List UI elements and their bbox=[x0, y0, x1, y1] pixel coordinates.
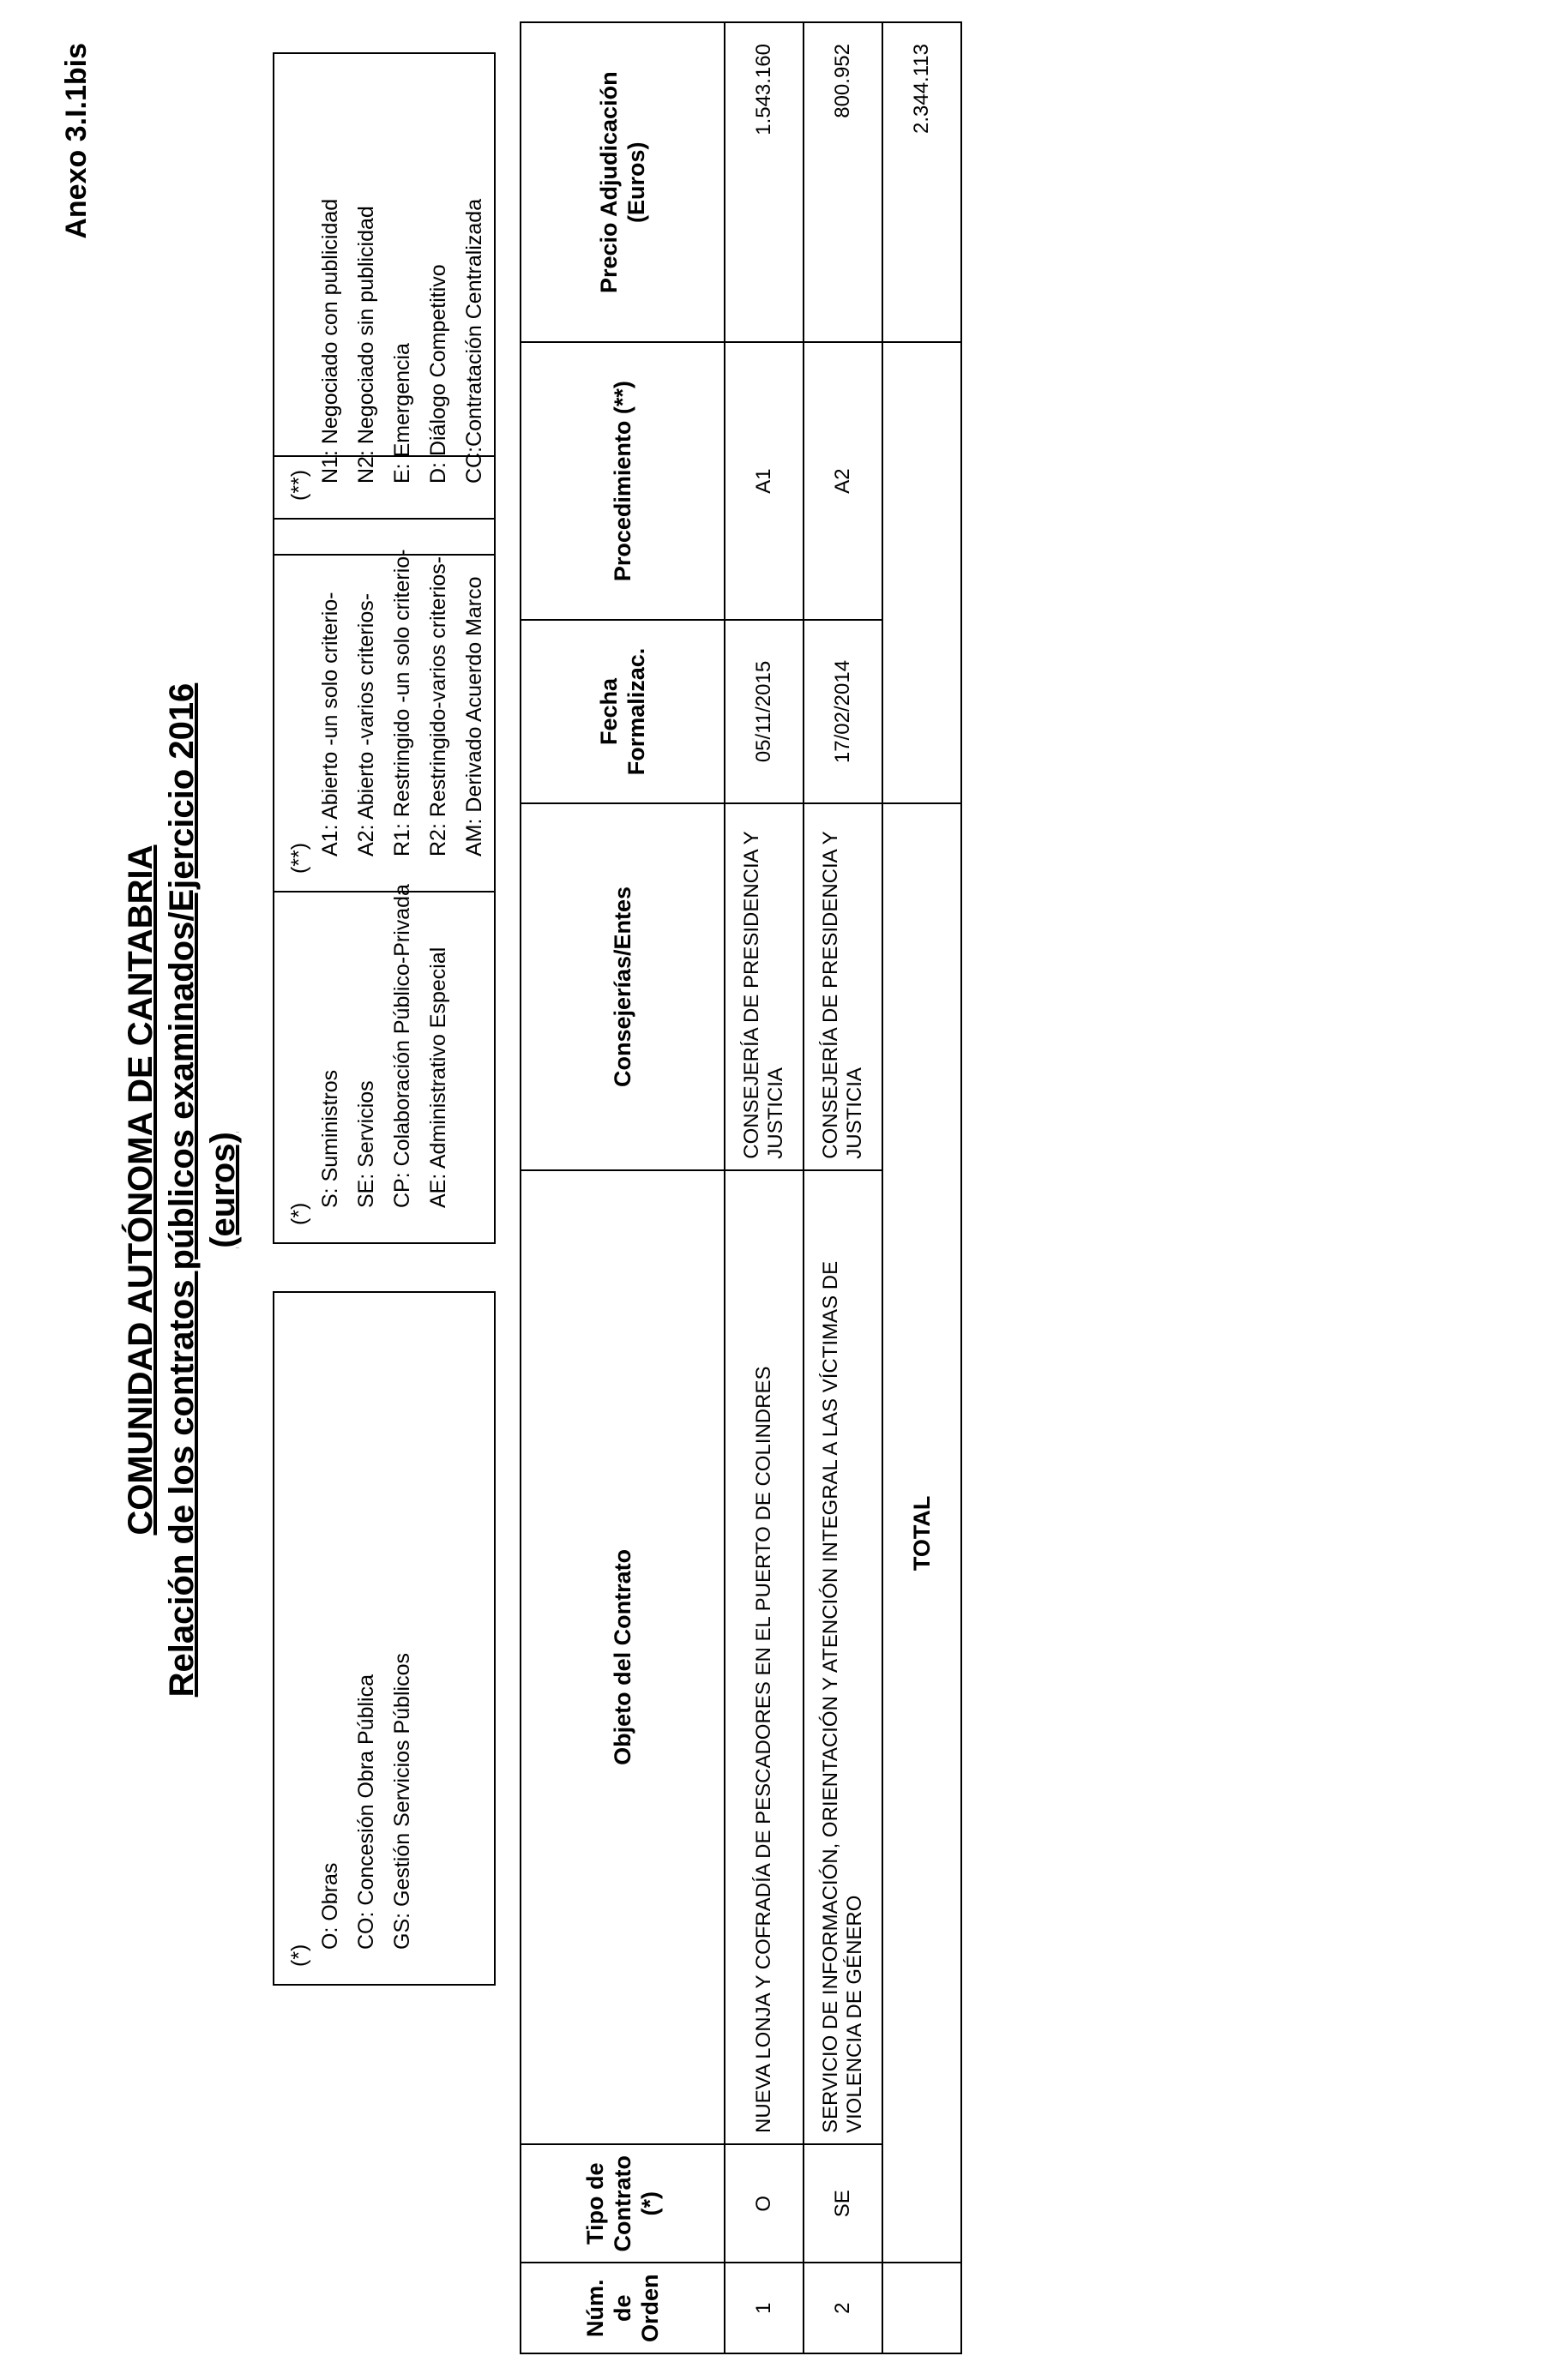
legend-item: N1: Negociado con publicidad bbox=[318, 198, 342, 484]
legend-item: R1: Restringido -un solo criterio- bbox=[390, 549, 414, 856]
header-procedimiento: Procedimiento (**) bbox=[521, 342, 725, 619]
contracts-table bbox=[520, 21, 962, 2354]
legend-item: A2: Abierto -varios criterios- bbox=[354, 592, 378, 856]
total-value: 2.344.113 bbox=[882, 22, 961, 342]
legend-item: SE: Servicios bbox=[354, 1080, 378, 1208]
legend-item: S: Suministros bbox=[318, 1069, 342, 1208]
cell-fecha: 05/11/2015 bbox=[725, 620, 804, 803]
cell-objeto: SERVICIO DE INFORMACIÓN, ORIENTACIÓN Y ATENCIÓN INTEGRAL A LAS VÍCTIMAS DE VIOLENCIA DE GÉNERO bbox=[804, 1170, 882, 2144]
legend-procedures-negotiated bbox=[273, 52, 496, 520]
title-line-1: COMUNIDAD AUTÓNOMA DE CANTABRIA bbox=[122, 844, 160, 1536]
title-block bbox=[120, 0, 244, 2380]
header-fecha: Fecha Formalizac. bbox=[521, 620, 725, 803]
cell-num: 2 bbox=[804, 2263, 882, 2353]
cell-procedimiento: A2 bbox=[804, 342, 882, 619]
cell-precio: 800.952 bbox=[804, 22, 882, 342]
legend-item: E: Emergencia bbox=[390, 343, 414, 484]
table-header-row bbox=[521, 22, 725, 2353]
legend-mark: (*) bbox=[287, 1944, 311, 1967]
cell-objeto: NUEVA LONJA Y COFRADÍA DE PESCADORES EN EL PUERTO DE COLINDRES bbox=[725, 1170, 804, 2144]
legend-item: CO: Concesión Obra Pública bbox=[354, 1674, 378, 1950]
legend-item: CC:Contratación Centralizada bbox=[462, 198, 486, 484]
legend-item: N2: Negociado sin publicidad bbox=[354, 206, 378, 484]
title-line-2: Relación de los contratos públicos examinados/Ejercicio 2016 bbox=[163, 682, 201, 1698]
legend-mark: (*) bbox=[287, 1202, 311, 1225]
title-line-3: (euros) bbox=[204, 1132, 242, 1248]
legend-mark: (**) bbox=[287, 469, 311, 501]
legend-item: R2: Restringido-varios criterios- bbox=[426, 556, 450, 856]
total-blank bbox=[882, 342, 961, 803]
table-row bbox=[725, 22, 804, 2353]
annex-label: Anexo 3.I.1bis bbox=[60, 43, 93, 239]
header-tipo: Tipo de Contrato (*) bbox=[521, 2144, 725, 2263]
cell-precio: 1.543.160 bbox=[725, 22, 804, 342]
cell-num: 1 bbox=[725, 2263, 804, 2353]
total-row bbox=[882, 22, 961, 2353]
legend-item: A1: Abierto -un solo criterio- bbox=[318, 592, 342, 856]
total-spacer bbox=[882, 2263, 961, 2353]
header-num: Núm. de Orden bbox=[521, 2263, 725, 2353]
cell-procedimiento: A1 bbox=[725, 342, 804, 619]
legend-item: O: Obras bbox=[318, 1862, 342, 1950]
legend-item: GS: Gestión Servicios Públicos bbox=[390, 1653, 414, 1950]
legend-item: CP: Colaboración Público-Privada bbox=[390, 884, 414, 1208]
cell-consejerias: CONSEJERÍA DE PRESIDENCIA Y JUSTICIA bbox=[725, 803, 804, 1170]
cell-consejerias: CONSEJERÍA DE PRESIDENCIA Y JUSTICIA bbox=[804, 803, 882, 1170]
table-row bbox=[804, 22, 882, 2353]
cell-tipo: O bbox=[725, 2144, 804, 2263]
legend-mark: (**) bbox=[287, 842, 311, 874]
legend-procedures-open bbox=[273, 455, 496, 892]
header-objeto: Objeto del Contrato bbox=[521, 1170, 725, 2144]
legend-item: AE: Administrativo Especial bbox=[426, 947, 450, 1208]
legend-item: AM: Derivado Acuerdo Marco bbox=[462, 576, 486, 856]
total-label: TOTAL bbox=[882, 803, 961, 2263]
legend-contract-types-1 bbox=[273, 1291, 496, 1986]
cell-tipo: SE bbox=[804, 2144, 882, 2263]
legend-item: D: Diálogo Competitivo bbox=[426, 264, 450, 484]
header-consejerias: Consejerías/Entes bbox=[521, 803, 725, 1170]
header-precio: Precio Adjudicación (Euros) bbox=[521, 22, 725, 342]
cell-fecha: 17/02/2014 bbox=[804, 620, 882, 803]
